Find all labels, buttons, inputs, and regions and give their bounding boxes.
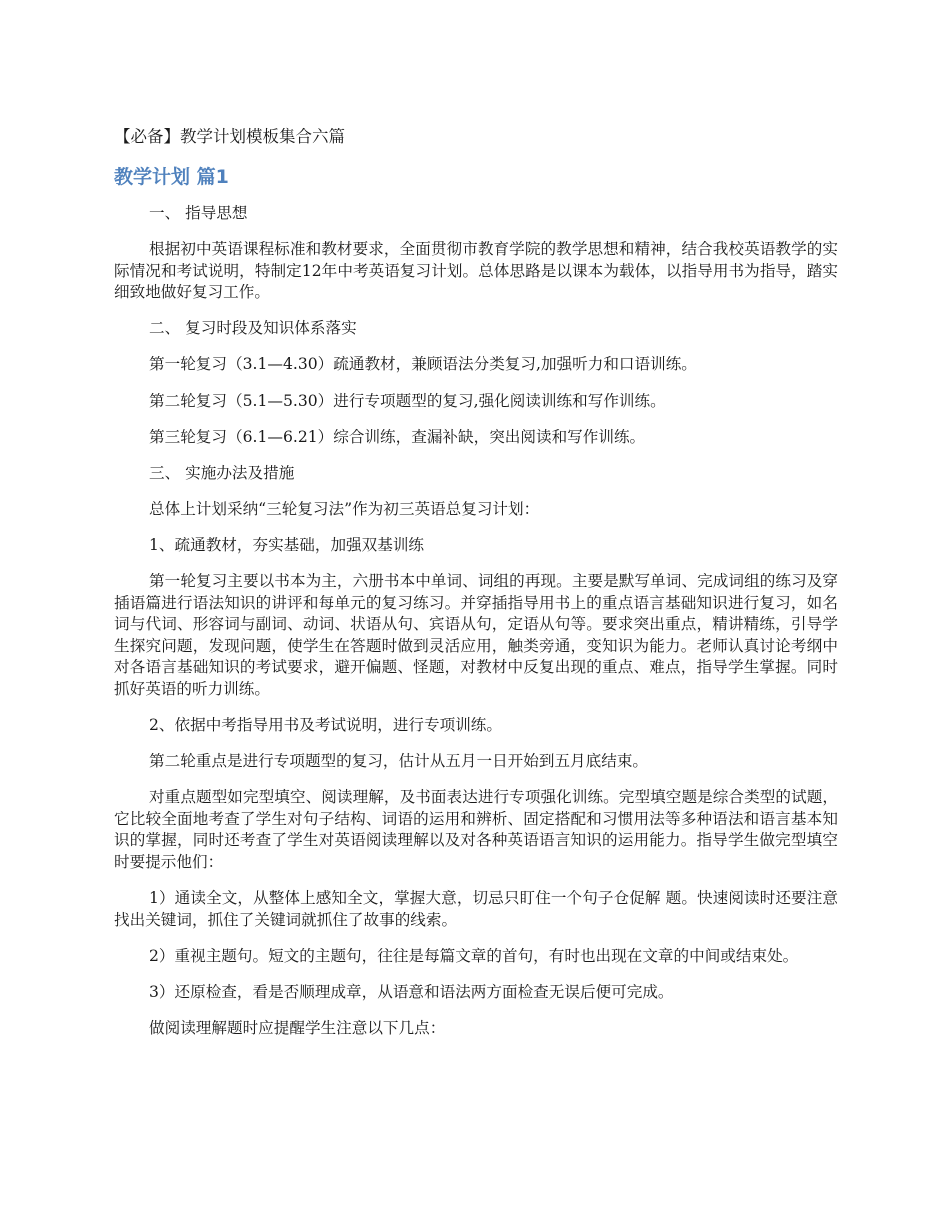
paragraph-list-item: 3）还原检查，看是否顺理成章，从语意和语法两方面检查无误后便可完成。 xyxy=(149,982,674,1001)
paragraph: 第三轮复习（6.1—6.21）综合训练，查漏补缺，突出阅读和写作训练。 xyxy=(149,427,646,446)
paragraph: 做阅读理解题时应提醒学生注意以下几点： xyxy=(149,1019,446,1038)
paragraph: 第二轮复习（5.1—5.30）进行专项题型的复习,强化阅读训练和写作训练。 xyxy=(149,391,666,410)
paragraph-list-item: 1）通读全文，从整体上感知全文，掌握大意，切忌只盯住一个句子仓促解 题。快速阅读时还要注意找出关键词，抓住了关键词就抓住了故事的线索。 xyxy=(114,889,838,929)
paragraph-heading-review-periods: 二、 复习时段及知识体系落实 xyxy=(149,319,357,338)
document-title: 【必备】教学计划模板集合六篇 xyxy=(114,127,345,146)
paragraph: 总体上计划采纳“三轮复习法”作为初三英语总复习计划： xyxy=(149,499,540,518)
section-heading: 教学计划 篇1 xyxy=(114,166,229,188)
paragraph-heading-methods: 三、 实施办法及措施 xyxy=(149,463,295,482)
document-body xyxy=(114,203,838,1054)
paragraph: 根据初中英语课程标准和教材要求，全面贯彻市教育学院的教学思想和精神，结合我校英语教学的实际情况和考试说明，特制定12年中考英语复习计划。总体思路是以课本为载体，以指导用书为指导，踏实细致地做好复习工作。 xyxy=(114,240,838,302)
paragraph: 第二轮重点是进行专项题型的复习，估计从五月一日开始到五月底结束。 xyxy=(149,752,649,771)
paragraph-subheading: 2、依据中考指导用书及考试说明，进行专项训练。 xyxy=(149,716,502,735)
paragraph-heading-guiding-ideology: 一、 指导思想 xyxy=(149,204,248,222)
paragraph-subheading: 1、疏通教材，夯实基础，加强双基训练 xyxy=(149,535,425,554)
paragraph: 对重点题型如完型填空、阅读理解，及书面表达进行专项强化训练。完型填空题是综合类型的试题，它比较全面地考查了学生对句子结构、词语的运用和辨析、固定搭配和习惯用法等多种语法和语言基本知识的掌握，同时还考查了学生对英语阅读理解以及对各种英语语言知识的运用能力。指导学生做完型填空时要提示他们： xyxy=(114,788,838,872)
paragraph: 第一轮复习主要以书本为主，六册书本中单词、词组的再现。主要是默写单词、完成词组的练习及穿插语篇进行语法知识的讲评和每单元的复习练习。并穿插指导用书上的重点语言基础知识进行复习，如名词与代词、形容词与副词、动词、状语从句、宾语从句，定语从句等。要求突出重点，精讲精练，引导学生探究问题，发现问题，使学生在答题时做到灵活应用，触类旁通，变知识为能力。老师认真讨论考纲中对各语言基础知识的考试要求，避开偏题、怪题，对教材中反复出现的重点、难点，指导学生掌握。同时抓好英语的听力训练。 xyxy=(114,572,838,698)
paragraph: 第一轮复习（3.1—4.30）疏通教材，兼顾语法分类复习,加强听力和口语训练。 xyxy=(149,355,697,374)
paragraph-list-item: 2）重视主题句。短文的主题句，往往是每篇文章的首句，有时也出现在文章的中间或结束处。 xyxy=(149,946,799,965)
